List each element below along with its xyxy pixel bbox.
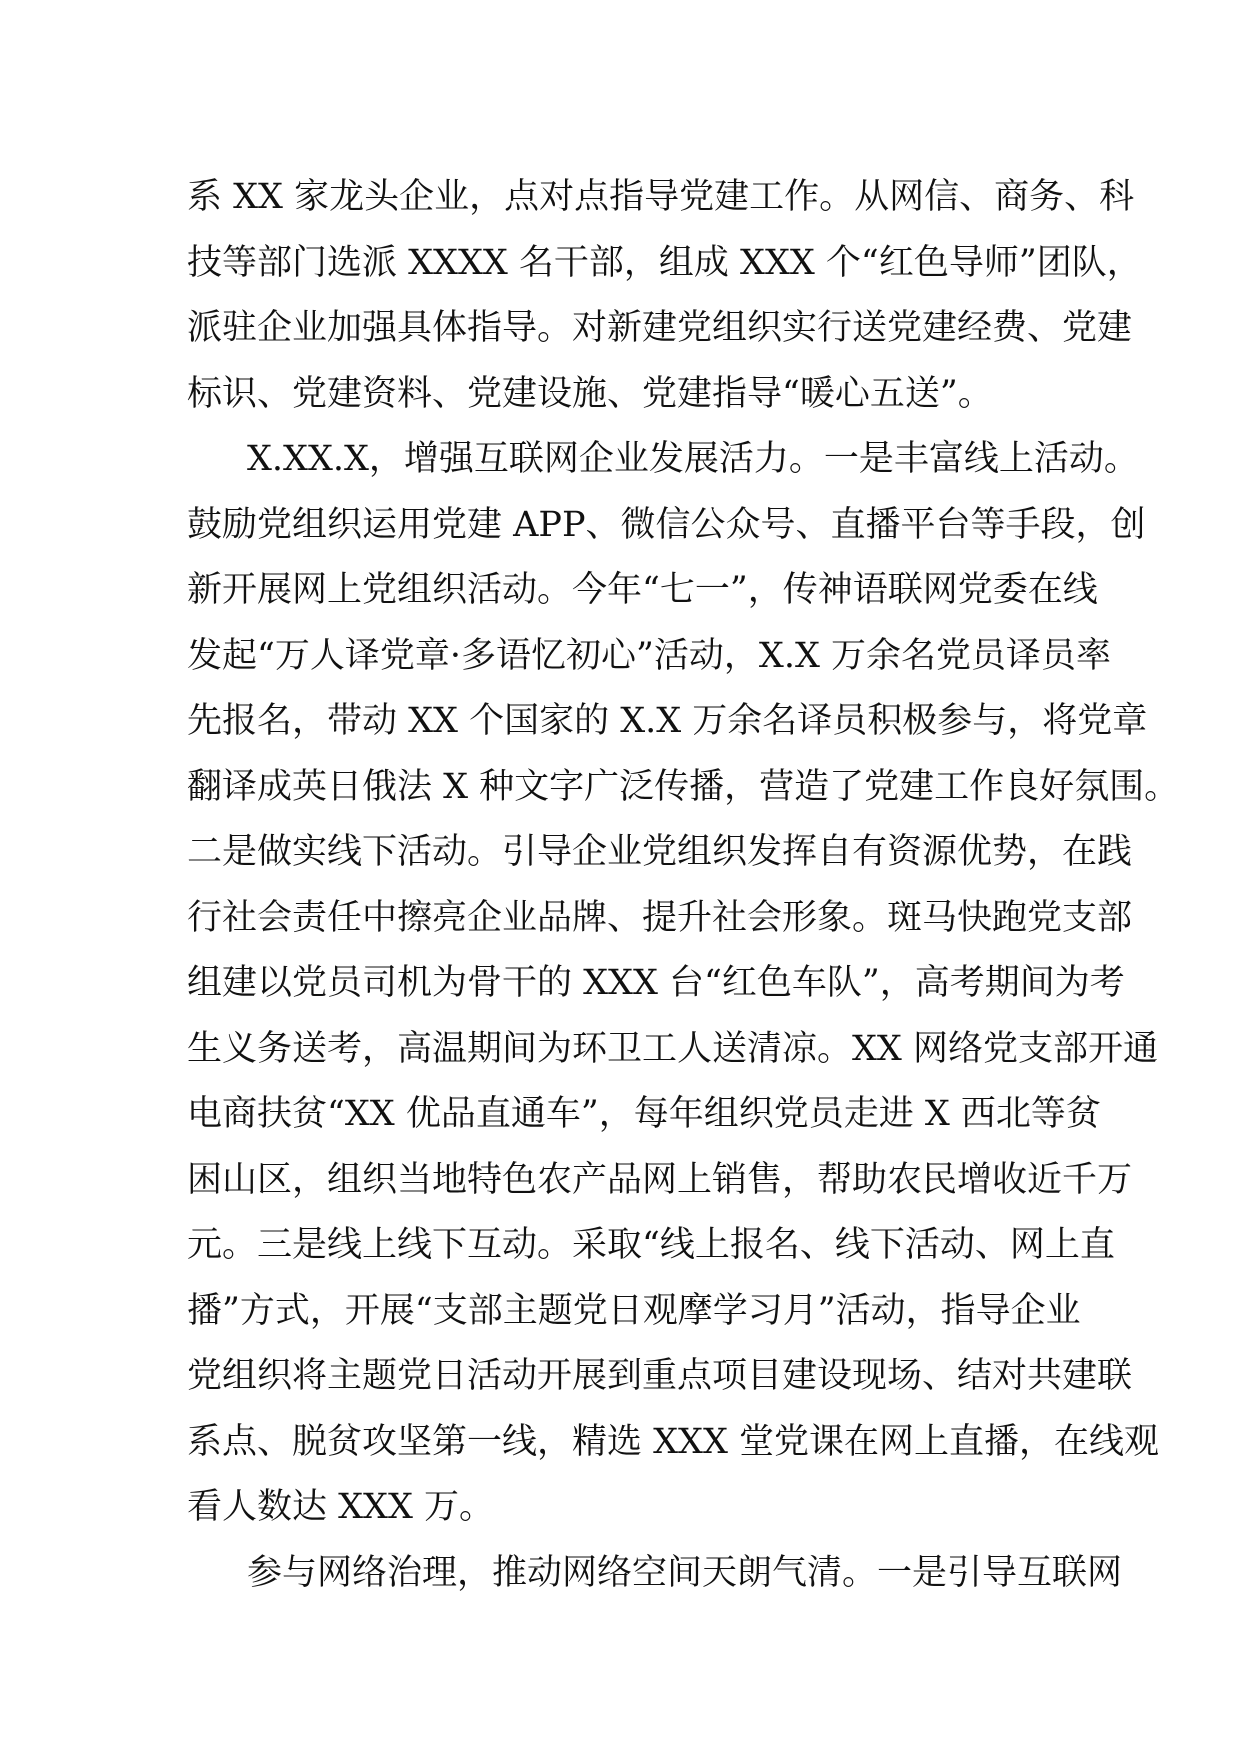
text-line: 二是做实线下活动。引导企业党组织发挥自有资源优势，在践	[187, 832, 1133, 872]
text-line: 电商扶贫“XX 优品直通车”，每年组织党员走进 X 西北等贫	[187, 1094, 1101, 1134]
text-line: 行社会责任中擦亮企业品牌、提升社会形象。斑马快跑党支部	[187, 897, 1133, 938]
text-line: 新开展网上党组织活动。今年“七一”，传神语联网党委在线	[187, 570, 1098, 610]
text-line: 元。三是线上线下互动。采取“线上报名、线下活动、网上直	[187, 1225, 1115, 1265]
text-line: 党组织将主题党日活动开展到重点项目建设现场、结对共建联	[187, 1356, 1133, 1396]
text-line: 鼓励党组织运用党建 APP、微信公众号、直播平台等手段，创	[187, 504, 1146, 545]
text-line: 翻译成英日俄法 X 种文字广泛传播，营造了党建工作良好氛围。	[187, 766, 1180, 807]
paragraph-first-line: X.XX.X，增强互联网企业发展活力。一是丰富线上活动。	[247, 439, 1139, 479]
text-line: 标识、党建资料、党建设施、党建指导“暖心五送”。	[187, 373, 993, 414]
text-line: 发起“万人译党章·多语忆初心”活动，X.X 万余名党员译员率	[187, 635, 1111, 676]
document-body	[187, 165, 1180, 1606]
text-line: 组建以党员司机为骨干的 XXX 台“红色车队”，高考期间为考	[187, 963, 1125, 1003]
text-line: 先报名，带动 XX 个国家的 X.X 万余名译员积极参与，将党章	[187, 701, 1148, 741]
text-line: 系 XX 家龙头企业，点对点指导党建工作。从网信、商务、科	[187, 177, 1135, 217]
text-line: 技等部门选派 XXXX 名干部，组成 XXX 个“红色导师”团队，	[187, 242, 1142, 283]
text-line: 系点、脱贫攻坚第一线，精选 XXX 堂党课在网上直播，在线观	[187, 1421, 1160, 1462]
text-line: 派驻企业加强具体指导。对新建党组织实行送党建经费、党建	[187, 308, 1133, 348]
text-line: 困山区，组织当地特色农产品网上销售，帮助农民增收近千万	[187, 1159, 1133, 1200]
text-line: 生义务送考，高温期间为环卫工人送清凉。XX 网络党支部开通	[187, 1028, 1158, 1069]
text-line: 看人数达 XXX 万。	[187, 1487, 495, 1527]
paragraph-first-line: 参与网络治理，推动网络空间天朗气清。一是引导互联网	[247, 1552, 1123, 1593]
text-line: 播”方式，开展“支部主题党日观摩学习月”活动，指导企业	[187, 1290, 1081, 1331]
